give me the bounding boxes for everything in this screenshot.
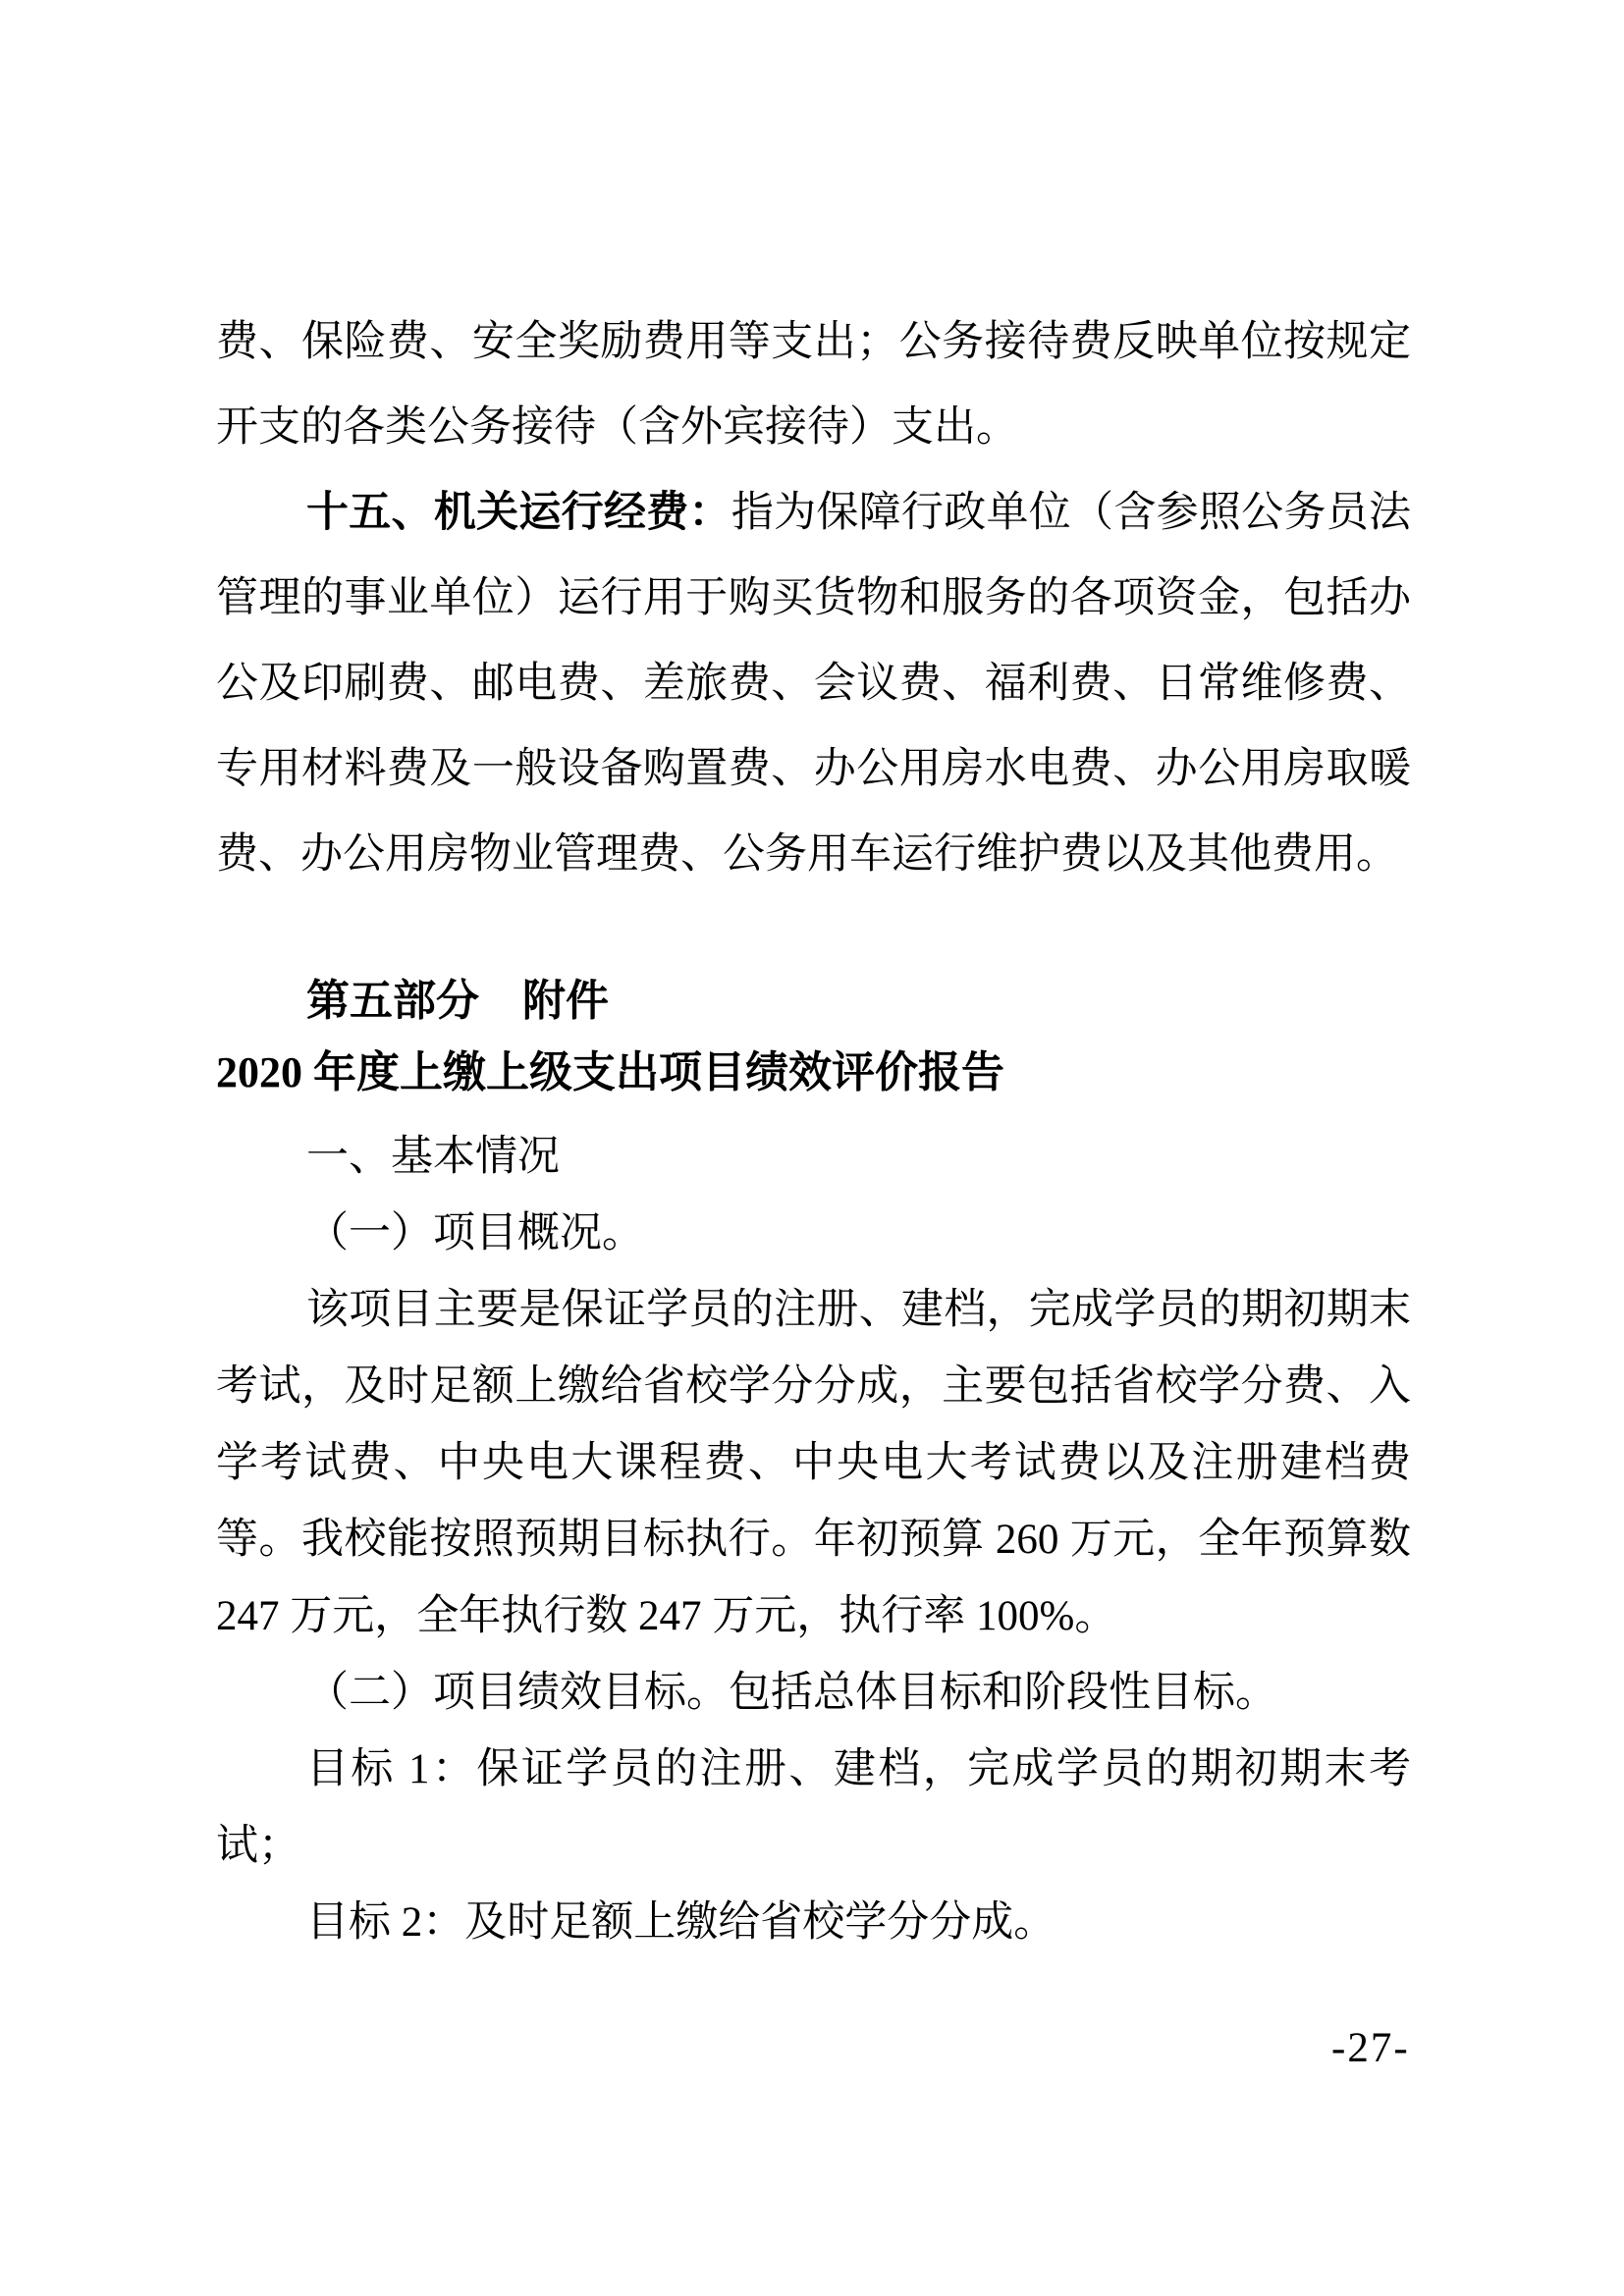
goal-1: 目标 1：保证学员的注册、建档，完成学员的期初期末考试； [216, 1746, 1411, 1869]
heading-basic-info: 一、基本情况 [306, 1134, 560, 1180]
sub-heading-performance-goals: （二）项目绩效目标。包括总体目标和阶段性目标。 [306, 1670, 1277, 1716]
page-number: -27- [1331, 2025, 1410, 2071]
term15-title: 十五、机关运行经费： [306, 489, 731, 536]
document-body [216, 299, 1411, 1961]
term15-definition: 指为保障行政单位（含参照公务员法管理的事业单位）运行用于购买货物和服务的各项资金，包括办公及印刷费、邮电费、差旅费、会议费、福利费、日常维修费、专用材料费及一般设备购置费、办公用房水电费、办公用房取暖费、办公用房物业管理费、公务用车运行维护费以及其他费用。 [216, 490, 1412, 878]
paragraph-project-overview: 该项目主要是保证学员的注册、建档，完成学员的期初期末考试，及时足额上缴给省校学分分成，主要包括省校学分费、入学考试费、中央电大课程费、中央电大考试费以及注册建档费等。我校能按照预期目标执行。年初预算 260 万元，全年预算数 247 万元，全年执行数 247 万元，执行率 100%。 [216, 1287, 1411, 1639]
appendix-section [216, 1119, 1411, 1961]
paragraph-term15 [216, 470, 1411, 897]
sub-heading-project-overview: （一）项目概况。 [306, 1210, 644, 1256]
goal-2: 目标 2：及时足额上缴给省校学分分成。 [306, 1899, 1056, 1946]
report-title: 2020 年度上缴上级支出项目绩效评价报告 [216, 1048, 1004, 1096]
section-heading-part5: 第五部分 附件 [306, 977, 609, 1025]
paragraph-continuation: 费、保险费、安全奖励费用等支出；公务接待费反映单位按规定开支的各类公务接待（含外宾接待）支出。 [216, 319, 1411, 451]
